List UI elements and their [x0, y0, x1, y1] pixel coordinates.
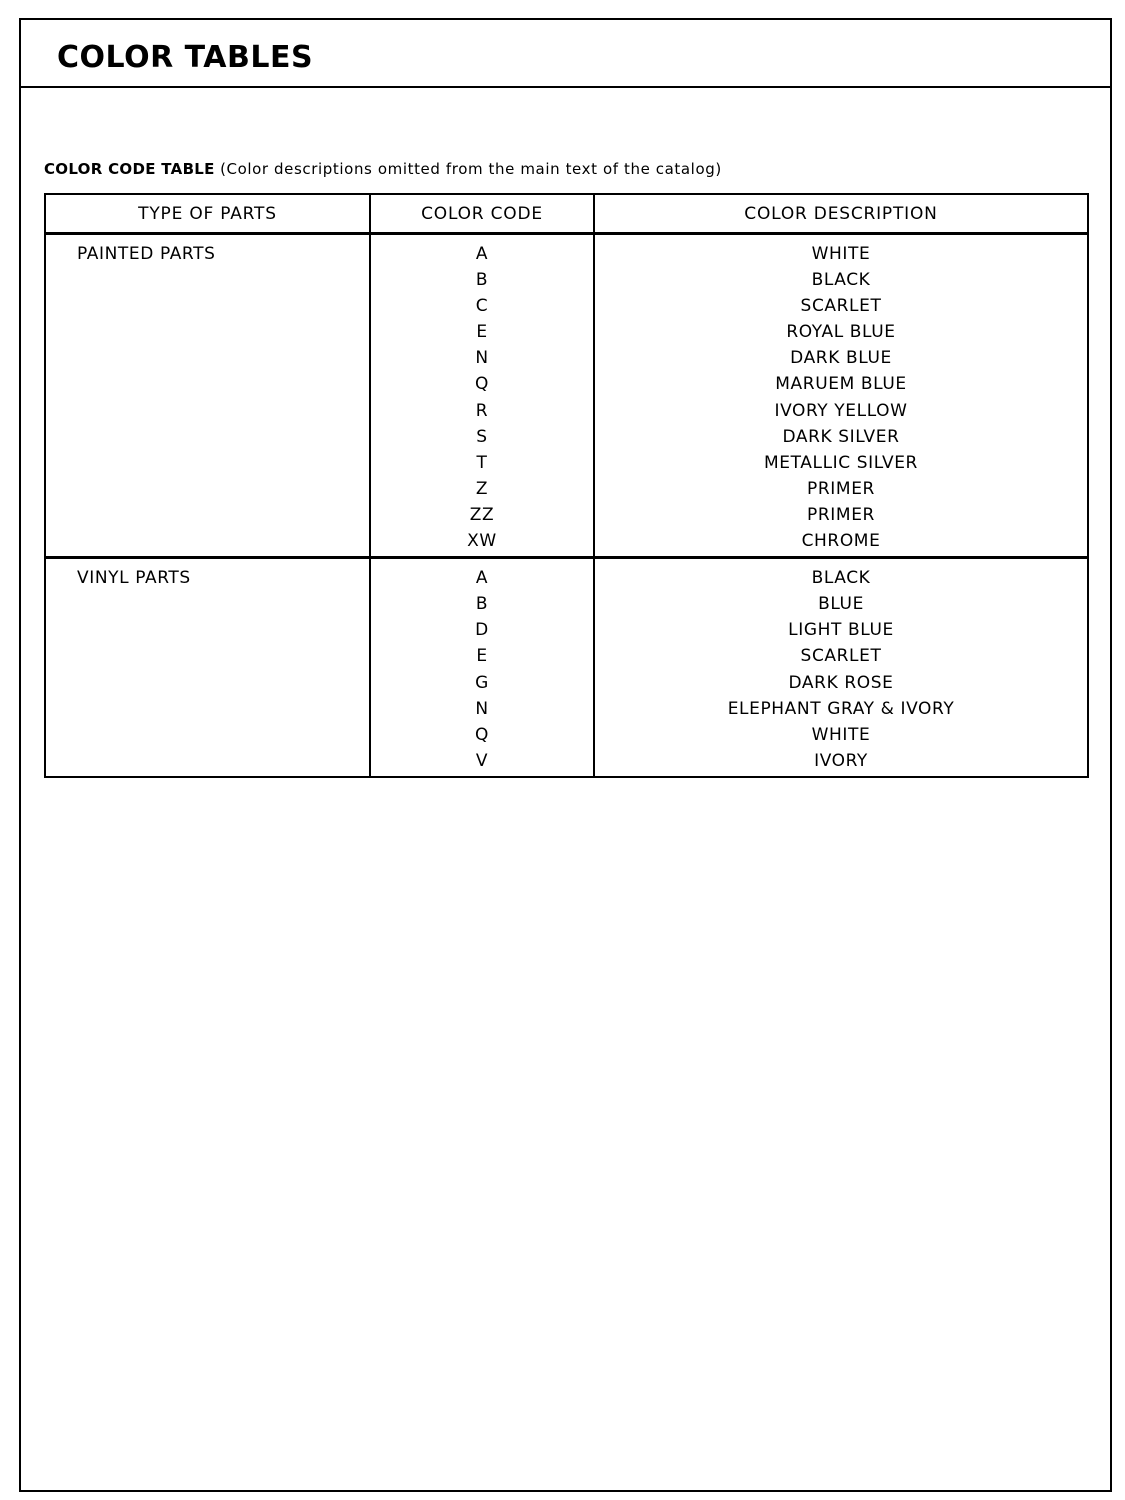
table-row — [45, 558, 1088, 777]
table-caption — [44, 162, 722, 177]
color-description: IVORY YELLOW — [774, 400, 908, 421]
color-description: LIGHT BLUE — [788, 620, 894, 641]
color-description: WHITE — [811, 244, 871, 264]
color-code: ZZ — [469, 504, 495, 525]
color-code: A — [475, 244, 489, 264]
color-description: DARK ROSE — [788, 672, 894, 693]
color-description: CHROME — [801, 531, 881, 552]
painted-codes-cell — [370, 234, 594, 558]
color-code: T — [476, 452, 488, 473]
painted-descriptions-cell — [594, 234, 1088, 558]
color-description: BLACK — [811, 270, 871, 291]
color-description: IVORY — [814, 750, 868, 771]
color-description: SCARLET — [800, 646, 882, 667]
color-code: B — [475, 594, 489, 615]
color-code: V — [475, 750, 489, 771]
color-code: G — [475, 672, 489, 693]
color-description: WHITE — [811, 724, 871, 745]
color-code: A — [475, 568, 489, 589]
color-description: PRIMER — [807, 478, 875, 499]
vinyl-codes-cell — [370, 558, 594, 777]
color-description: ELEPHANT GRAY & IVORY — [727, 698, 955, 719]
header-type-of-parts: TYPE OF PARTS — [45, 194, 370, 234]
color-code: B — [475, 270, 489, 291]
color-code: XW — [467, 531, 497, 552]
color-description: METALLIC SILVER — [764, 452, 918, 473]
page-header — [21, 20, 1110, 88]
color-code: D — [475, 620, 489, 641]
part-type-vinyl: VINYL PARTS — [77, 568, 191, 589]
color-code: Z — [475, 478, 489, 499]
caption-note: (Color descriptions omitted from the main text of the catalog) — [214, 160, 722, 178]
color-description: PRIMER — [807, 504, 875, 525]
color-code: C — [475, 296, 489, 317]
color-description: DARK SILVER — [782, 426, 900, 447]
color-code: R — [475, 400, 489, 421]
color-code: Q — [475, 374, 489, 395]
color-code: E — [476, 322, 488, 343]
page-frame — [19, 18, 1112, 1492]
vinyl-descriptions-cell — [594, 558, 1088, 777]
table-row — [45, 234, 1088, 558]
page-title: COLOR TABLES — [57, 40, 314, 75]
color-code: N — [475, 348, 489, 369]
color-code: S — [476, 426, 488, 447]
painted-parts-group — [45, 234, 1088, 558]
header-color-code: COLOR CODE — [370, 194, 594, 234]
color-code-table — [44, 193, 1089, 778]
header-color-description: COLOR DESCRIPTION — [594, 194, 1088, 234]
color-description: ROYAL BLUE — [786, 322, 896, 343]
color-description: MARUEM BLUE — [775, 374, 907, 395]
color-code: Q — [475, 724, 489, 745]
color-description: BLACK — [811, 568, 871, 589]
color-description: BLUE — [818, 594, 864, 615]
table-header-row — [45, 194, 1088, 234]
color-code: N — [475, 698, 489, 719]
color-description: SCARLET — [800, 296, 882, 317]
vinyl-parts-group — [45, 558, 1088, 777]
part-type-painted: PAINTED PARTS — [45, 234, 370, 558]
color-description: DARK BLUE — [790, 348, 892, 369]
color-code: E — [476, 646, 488, 667]
caption-title: COLOR CODE TABLE — [44, 160, 215, 178]
